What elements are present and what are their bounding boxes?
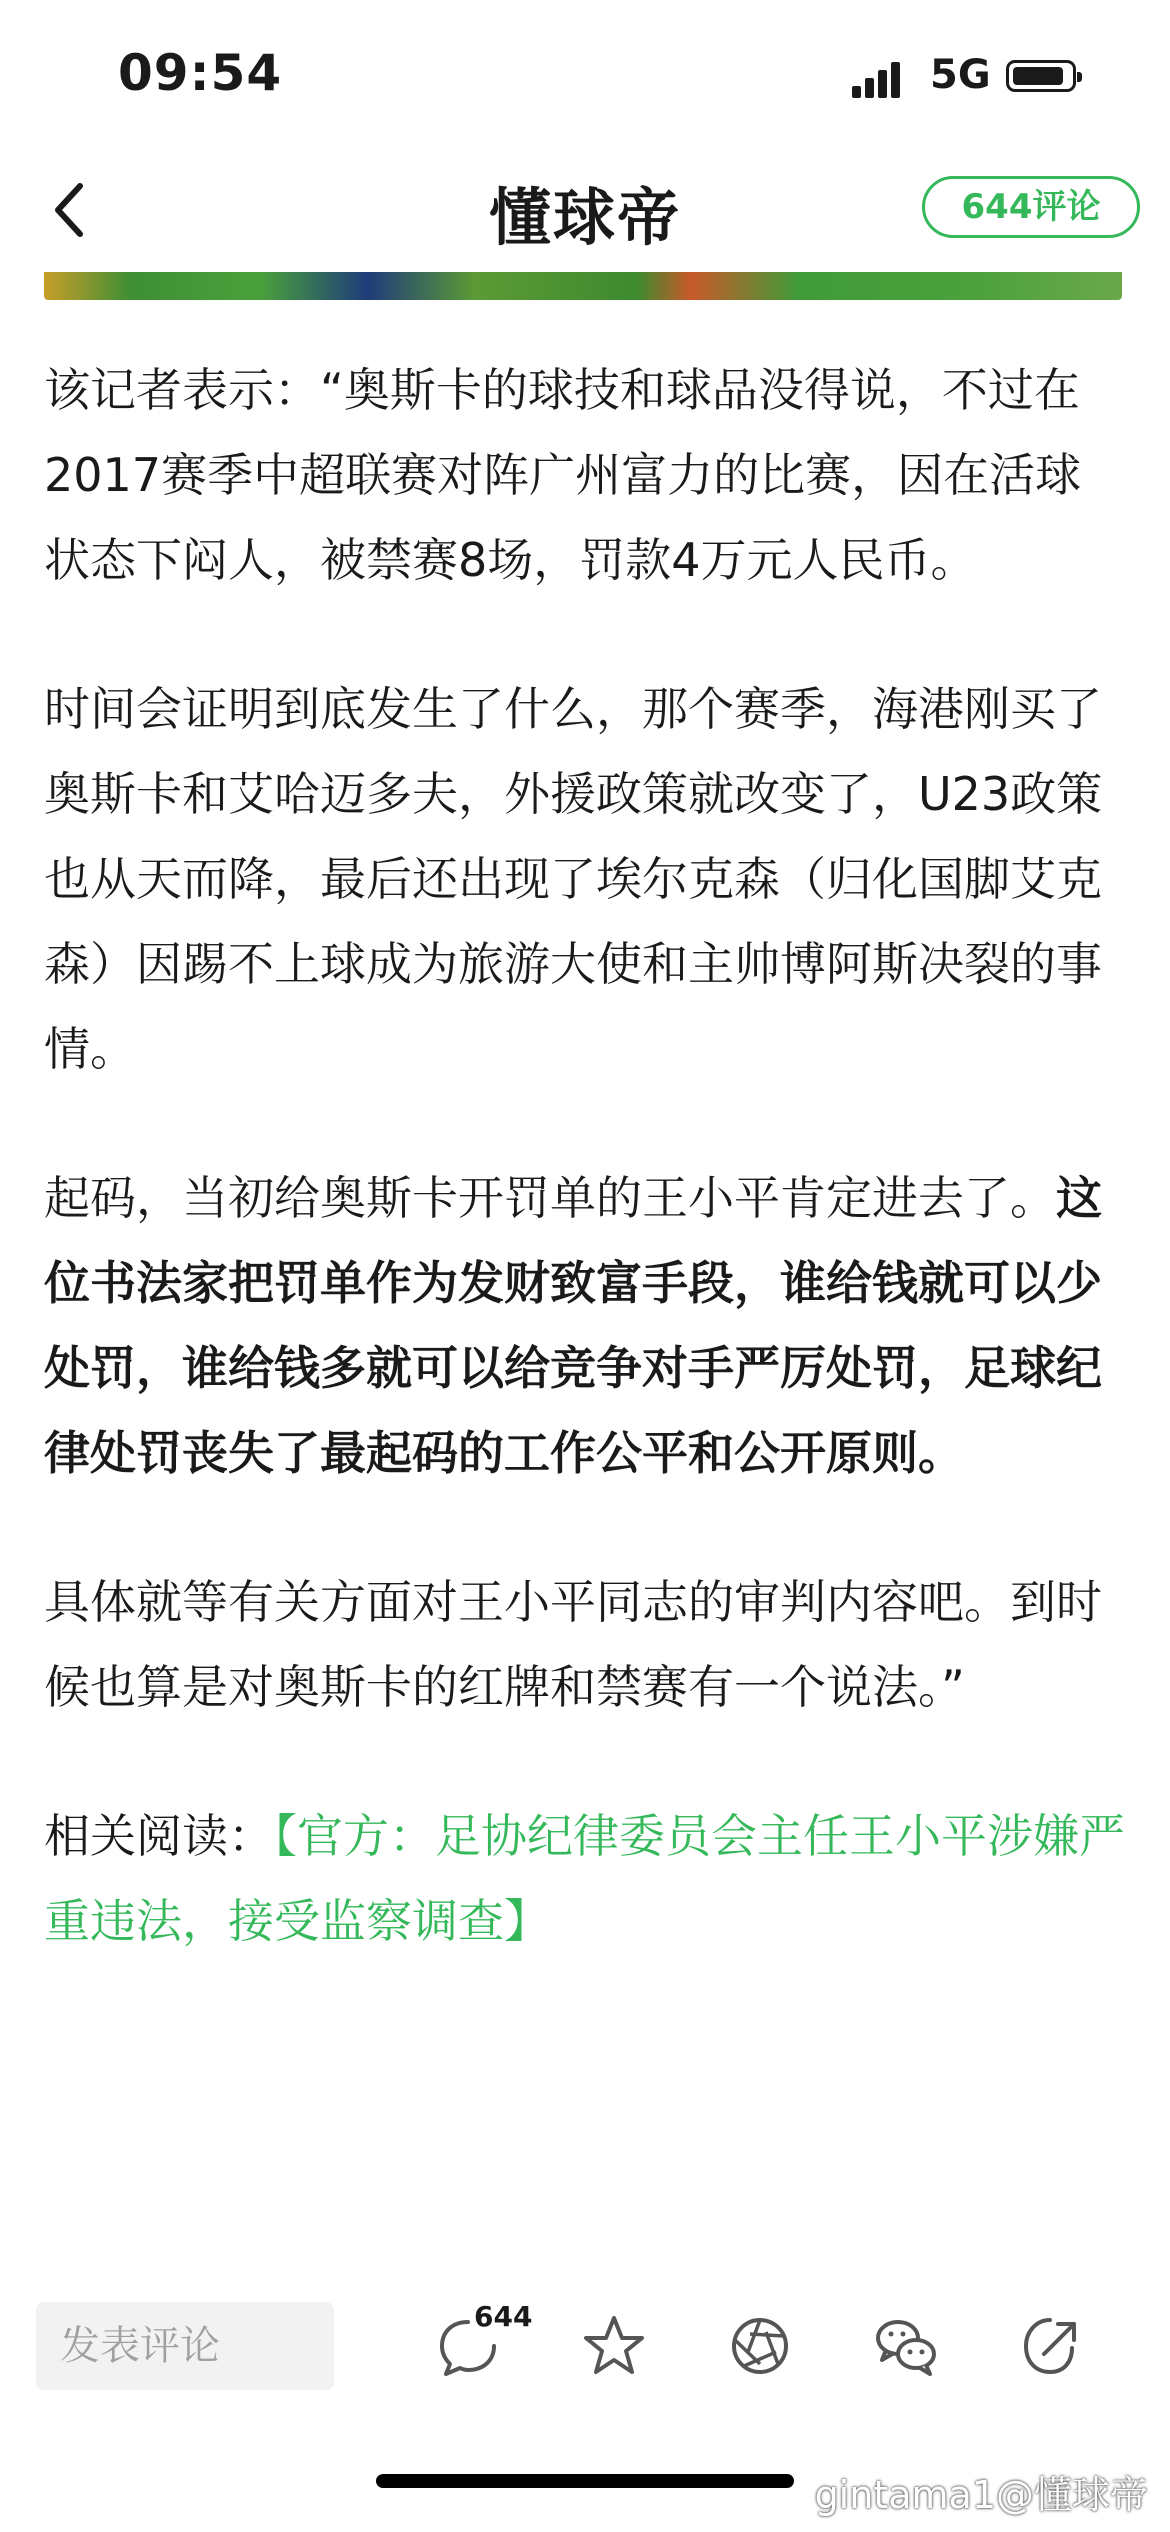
comment-count-button[interactable]: 644评论: [922, 176, 1140, 238]
app-title: 懂球帝: [488, 181, 681, 254]
wechat-share-button[interactable]: [872, 2312, 940, 2380]
paragraph-3-bold: 这位书法家把罚单作为发财致富手段，谁给钱就可以少处罚，谁给钱多就可以给竞争对手严厉处罚，足球纪律处罚丧失了最起码的工作公平和公开原则。: [44, 1171, 1102, 1480]
camera-aperture-icon: [726, 2312, 794, 2380]
related-article-link[interactable]: 【官方：足协纪律委员会主任王小平涉嫌严重违法，接受监察调查】: [44, 1809, 1125, 1948]
related-label: 相关阅读：: [44, 1809, 274, 1863]
paragraph-1: 该记者表示：“奥斯卡的球技和球品没得说，不过在2017赛季中超联赛对阵广州富力的比赛，因在活球状态下闷人，被禁赛8场，罚款4万元人民币。: [44, 363, 1082, 587]
wechat-icon: [872, 2312, 940, 2380]
comment-input[interactable]: 发表评论: [36, 2302, 334, 2390]
paragraph-4: 具体就等有关方面对王小平同志的审判内容吧。到时候也算是对奥斯卡的红牌和禁赛有一个说法。”: [44, 1575, 1102, 1714]
article-body: [44, 348, 1126, 2028]
share-button[interactable]: [1018, 2312, 1086, 2380]
related-reading: [44, 1794, 1126, 1964]
signal-icon: [852, 58, 912, 98]
favorite-button[interactable]: [580, 2312, 648, 2380]
paragraph-3: [44, 1156, 1126, 1496]
battery-icon: [1006, 60, 1076, 92]
star-icon: [580, 2312, 648, 2380]
status-time: 09:54: [118, 44, 283, 102]
paragraph-2: 时间会证明到底发生了什么，那个赛季，海港刚买了奥斯卡和艾哈迈多夫，外援政策就改变了，U23政策也从天而降，最后还出现了埃尔克森（归化国脚艾克森）因踢不上球成为旅游大使和主帅博阿斯决裂的事情。: [44, 682, 1103, 1076]
moments-share-button[interactable]: [726, 2312, 794, 2380]
watermark-text: gintama1@懂球帝: [814, 2473, 1148, 2517]
hero-image-strip: [44, 272, 1122, 300]
home-indicator[interactable]: [376, 2474, 794, 2488]
comment-count-badge: 644: [474, 2300, 533, 2333]
share-arrow-icon: [1018, 2312, 1086, 2380]
network-label: 5G: [930, 52, 991, 98]
paragraph-3-normal: 起码，当初给奥斯卡开罚单的王小平肯定进去了。: [44, 1171, 1056, 1225]
